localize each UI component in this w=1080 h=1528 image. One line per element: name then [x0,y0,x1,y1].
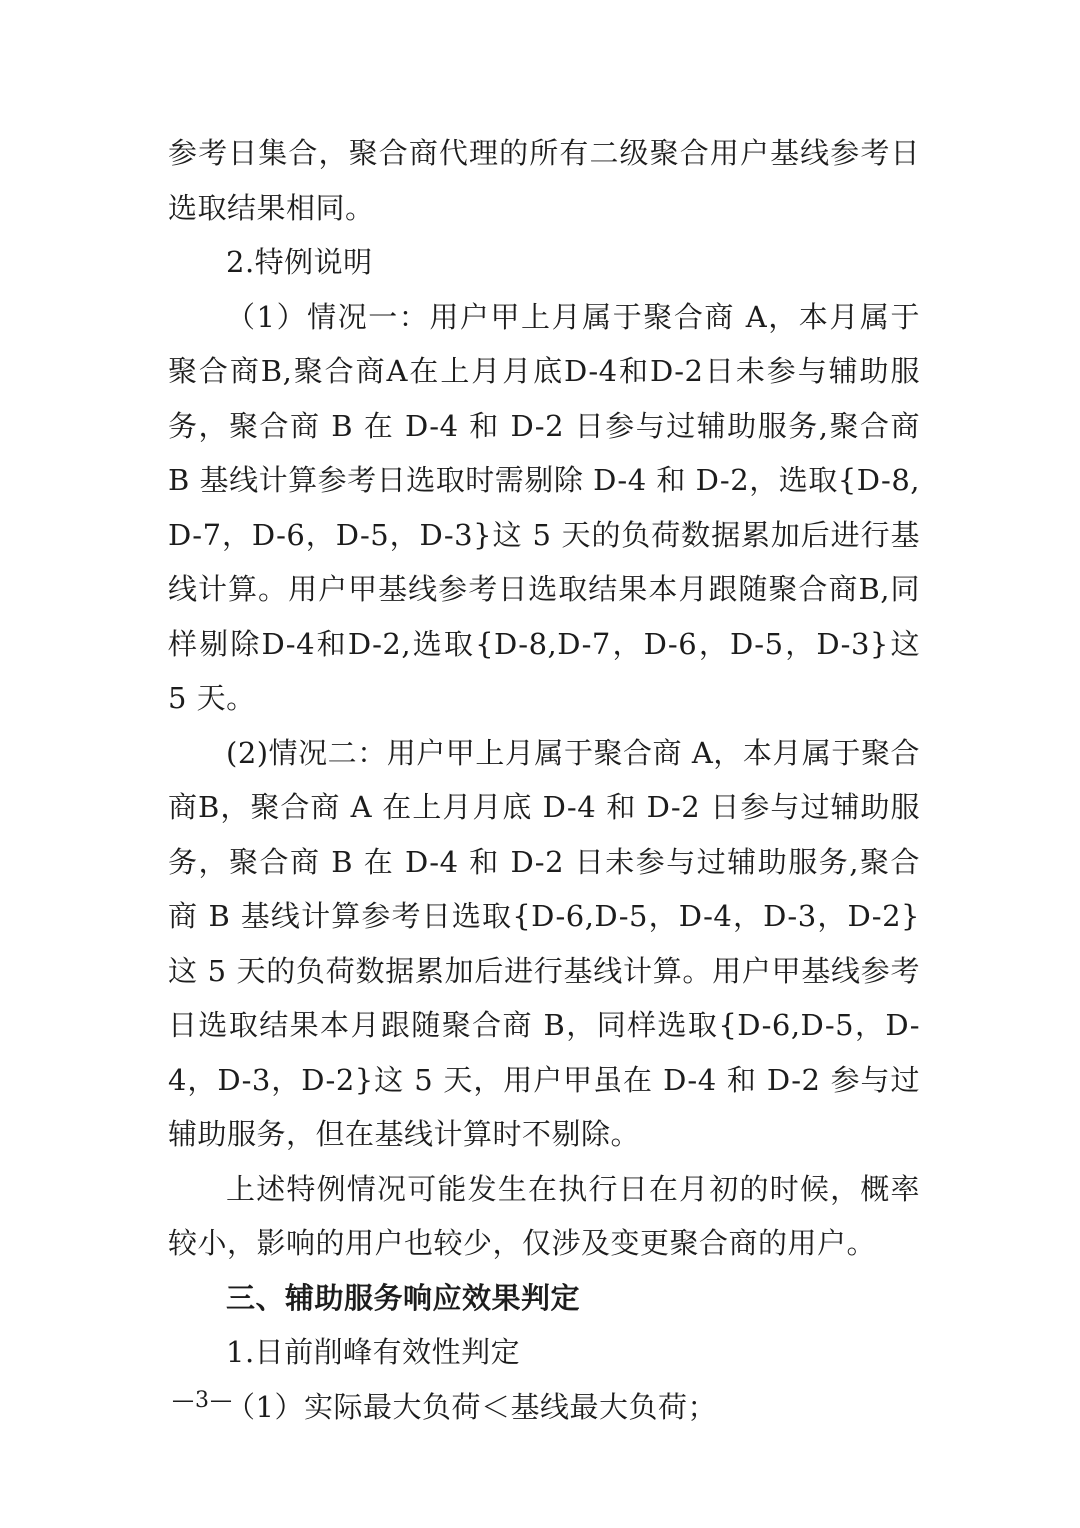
criterion-item-1: （1）实际最大负荷＜基线最大负荷； [226,1389,717,1424]
page-number: —3— [172,1388,233,1413]
paragraph-case-two: (2)情况二：用户甲上月属于聚合商 A，本月属于聚合商B，聚合商 A 在上月月底 D-4 和 D-2 日参与过辅助服务，聚合商 B 在 D-4 和 D-2 日未参与过辅助服务,聚合商 B 基线计算参考日选取{D-6,D-5，D-4，D-3，D-2}这 5 天的负荷数据累加后进行基线计算。用户甲基线参考日选取结果本月跟随聚合商 B，同样选取{D-6,D-5，D-4，D-3，D-2}这 5 天，用户甲虽在 D-4 和 D-2 参与过辅助服务，但在基线计算时不剔除。 [168,735,920,1151]
paragraph-continuation: 参考日集合，聚合商代理的所有二级聚合用户基线参考日选取结果相同。 [168,136,920,225]
paragraph-summary: 上述特例情况可能发生在执行日在月初的时候，概率较小，影响的用户也较少，仅涉及变更聚合商的用户。 [168,1171,920,1260]
document-body [168,126,920,1434]
heading-response-evaluation: 三、辅助服务响应效果判定 [226,1280,581,1315]
section-title-special-cases: 2.特例说明 [226,245,373,279]
subheading-peak-shaving-validity: 1.日前削峰有效性判定 [226,1335,521,1369]
paragraph-case-one: （1）情况一：用户甲上月属于聚合商 A，本月属于聚合商B,聚合商A在上月月底D-4和D-2日未参与辅助服务，聚合商 B 在 D-4 和 D-2 日参与过辅助服务,聚合商 B 基线计算参考日选取时需剔除 D-4 和 D-2，选取{D-8,D-7，D-6，D-5，D-3}这 5 天的负荷数据累加后进行基线计算。用户甲基线参考日选取结果本月跟随聚合商B,同样剔除D-4和D-2,选取{D-8,D-7，D-6，D-5，D-3}这 5 天。 [168,299,920,715]
